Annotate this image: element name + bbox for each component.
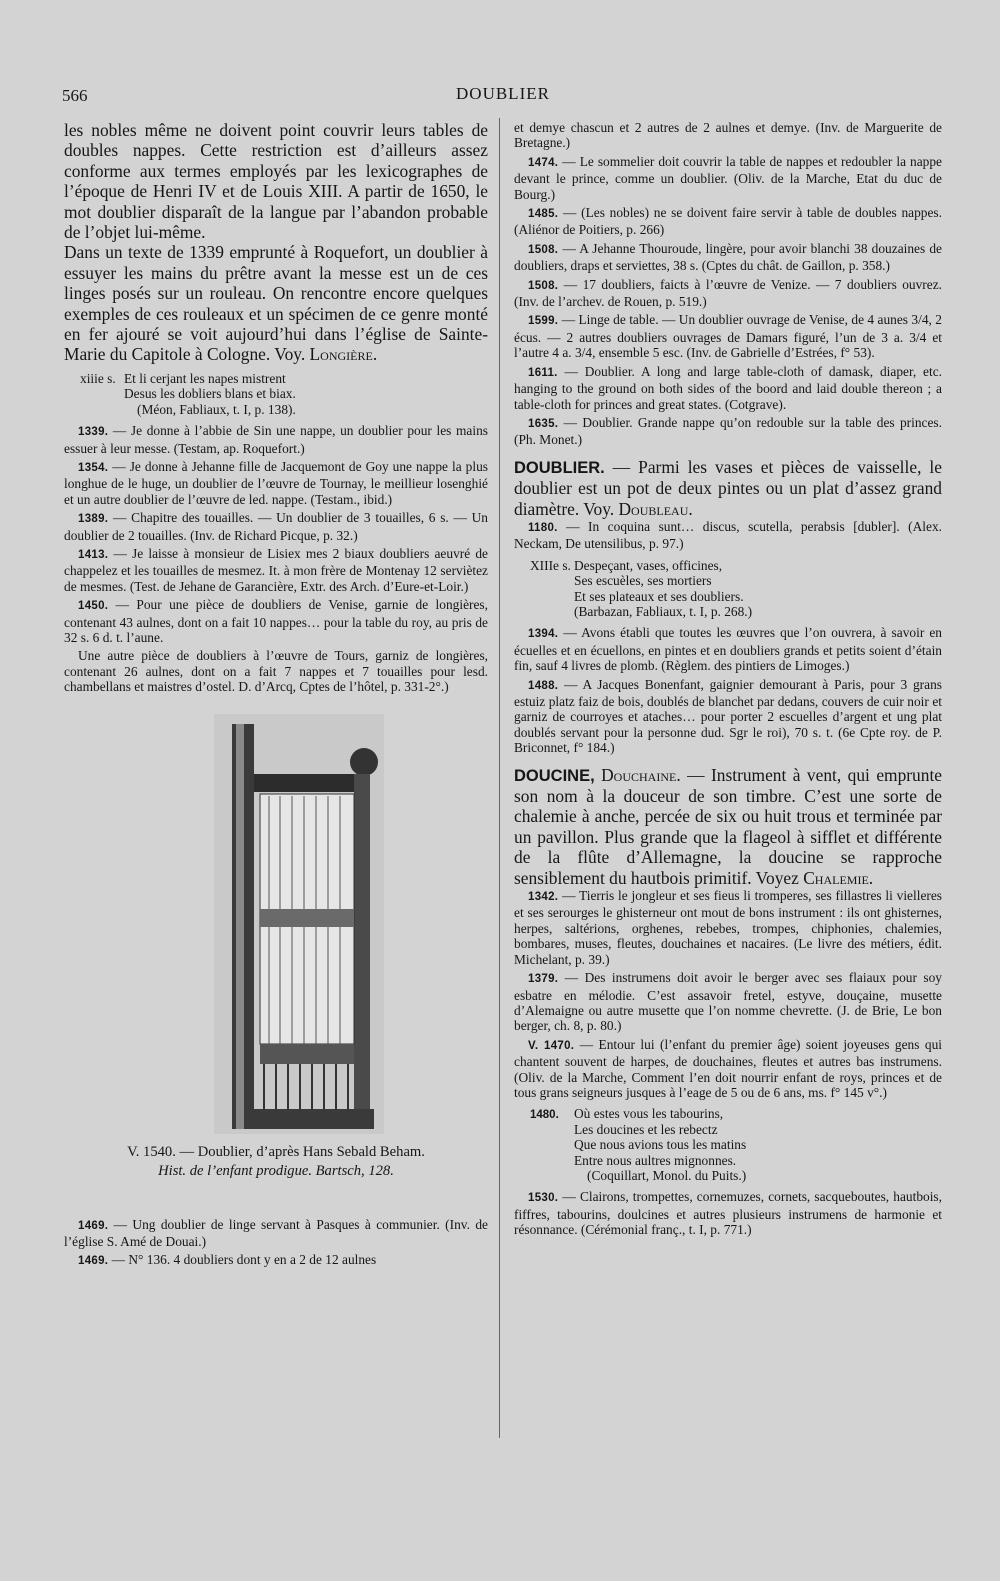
right-column [514,120,942,1241]
entry-list [514,154,942,448]
entry-list [514,625,942,755]
entry-text: — Doublier. A long and large table-cloth of damask, diaper, etc. hanging to the ground on both sides of the boord and laid double thereon ; a table-cloth for princes and great states. (Cotgrave). [514,363,942,412]
verse-line: Entre nous aultres mignonnes. [574,1152,737,1168]
entry-year: 1508. [528,279,559,292]
dated-entry [514,154,942,202]
entry-text: — Je donne à Jehanne fille de Jacquemont de Goy une nappe la plus longhue de le huge, un doublier de l’œuvre de Tournay, le meillieur losenghié et un autre doublier de l’œuvre de led. nappe. (Testam., ibid.) [64,458,488,507]
verse-lines [574,1106,746,1183]
verse-line: Que nous avions tous les matins [574,1137,747,1153]
entry-year: 1530. [528,1192,559,1205]
dated-entry [514,677,942,756]
figure-caption-line: Hist. de l’enfant prodigue. Bartsch, 128. [158,1162,394,1179]
entry-text: — Ung doublier de linge servant à Pasques à communier. (Inv. de l’église S. Amé de Douai.) [64,1216,488,1249]
article-text: — Parmi les vases et pièces de vaisselle, le doublier est un pot de deux pintes ou un plat d’assez grand diamètre. Voy. [514,456,942,519]
entry-list [64,423,488,645]
left-column [64,120,488,1273]
dated-entry [64,1217,488,1250]
paragraph-text: Dans un texte de 1339 emprunté à Roquefort, un doublier à essuyer les mains du prêtre avant la messe est un de ces linges posés sur un rouleau. On rencontre encore quelques exemples de ces rouleaux et un spécimen de ce genre monté en fer ajouré se voit aujourd’hui dans l’église de Sainte-Marie du Capitole à Cologne. Voy. [64,242,488,365]
entry-text: — Clairons, trompettes, cornemuzes, cornets, sacqueboutes, hautbois, fiffres, tabourins, doulcines et autres plusieurs instrumens de harmonie et résonnance. (Cérémonial franç., t. I, p. 771.) [514,1189,942,1238]
headword: DOUCINE, [514,766,595,785]
dated-entry [64,1252,488,1269]
verse-line: Et li cerjant les napes mistrent [124,370,286,386]
entry-text: — Pour une pièce de doubliers de Venise, garnie de longières, contenant 43 aulnes, dont on a fait 10 nappes… pour la table du roy, au pris de 32 s. 6 d. t. l’aune. [64,597,488,645]
verse-source: (Barbazan, Fabliaux, t. I, p. 268.) [574,603,753,619]
entry-year: 1180. [528,521,558,534]
entry-year: 1488. [528,679,559,692]
dated-entry [64,546,488,594]
entry-text: — Je laisse à monsieur de Lisiex mes 2 biaux doubliers aeuvré de chappelez et les touailles de mesmez. It. à mon frère de Montenay 12 serviètez de mesmes. (Test. de Jehane de Garancière, Extr. des Arch. d’Eure-et-Loir.) [64,545,488,594]
entry-text: — Le sommelier doit couvrir la table de nappes et redoubler la nappe devant le prince, comme un doublier. (Oliv. de la Marche, Etat du duc de Bourg.) [514,153,942,202]
entry-year: 1469. [78,1255,109,1268]
entry-year: 1394. [528,628,559,641]
cross-reference: Longière. [309,344,378,365]
cross-reference: Chalemie. [803,867,874,888]
entry-year: 1635. [528,417,559,430]
figure-caption [64,1143,488,1181]
entry-text: — Doublier. Grande nappe qu’on redouble sur la table des princes. (Ph. Monet.) [514,414,942,448]
body-paragraph [64,242,488,364]
entry-text: — Tierris le jongleur et ses fieus li tromperes, ses fillastres li vielleres et ses serourges le ghisterneur ont mout de bons instrument : ils ont ghisternes, herpes, saltérions, orghenes, rebebes, trompes, chiphonies, chalemies, bombares, muses, fleutes, douchaines et nacaires. (Le livre des métiers, édit. Michelant, p. 39.) [514,888,942,967]
dated-entry [514,1037,942,1101]
page-number: 566 [62,86,88,105]
verse-lines [574,558,752,620]
entry-year: 1339. [78,426,109,439]
dated-entry [514,205,942,238]
entry-text: — Linge de table. — Un doublier ouvrage de Venise, de 4 aunes 3/4, 2 écus. — 2 autres doubliers ouvrages de Damars figuré, l’un de 3 a. 3/4 et l’autre 4 a. 3/4, ensemble 5 esc. (Inv. de Gabrielle d’Estrées, f° 53). [514,312,942,361]
dated-entry [514,970,942,1034]
verse-source: (Méon, Fabliaux, t. I, p. 138). [137,401,296,417]
dated-entry [514,312,942,360]
entry-year: 1413. [78,548,109,561]
verse-line: Desus les dobliers blans et biax. [124,386,296,402]
verse-lines [124,371,296,417]
dated-entry [514,625,942,673]
entry-year: 1379. [528,973,559,986]
entry-text: — A Jehanne Thouroude, lingère, pour avoir blanchi 38 douzaines de doubliers, draps et serviettes, 38 s. (Cptes du chât. de Gaillon, p. 358.) [514,240,942,274]
entry-list [64,1217,488,1270]
verse-line: Les doucines et les rebectz [574,1121,718,1137]
entry-text: — Je donne à l’abbie de Sin une nappe, un doublier pour les mains essuer à leur messe. (Testam, ap. Roquefort.) [64,423,488,456]
verse-line: Despeçant, vases, officines, [574,557,723,573]
headword: DOUBLIER. [514,458,605,477]
verse-source: (Coquillart, Monol. du Puits.) [587,1167,747,1183]
dated-entry [514,1189,942,1237]
entry-year: 1469. [78,1219,109,1232]
dated-entry [514,364,942,412]
headword-variant: Douchaine. [601,764,681,785]
dated-entry [514,241,942,274]
entry-text: — (Les nobles) ne se doivent faire servir à table de doubles nappes. (Aliénor de Poitiers, p. 266) [514,205,942,238]
entry-text: — Chapitre des touailles. — Un doublier de 3 touailles, 6 s. — Un doublier de 2 touailles. (Inv. de Richard Picque, p. 32.) [64,510,488,543]
entry-year: 1599. [528,315,559,328]
entry-text: — Avons établi que toutes les œuvres que l’on ouvrera, à savoir en écuelles et en écuellons, en pintes et en doubliers grands et petits soient d’étain fin, sauf 4 livres de plomb. (Règlem. des pintiers de Limoges.) [514,625,943,674]
entry-year: 1342. [528,891,559,904]
verse-quote [514,1106,942,1183]
dated-entry [64,510,488,543]
verse-line: Où estes vous les tabourins, [574,1106,724,1122]
entry-text: — Entour lui (l’enfant du premier âge) soient joyeuses gens qui chantent souvent de harpes, de douchaines, fleutes et autres bas instrumens. (Oliv. de la Marche, Comment l’en doit nourrir enfant de roys, princes et de tous grans seigneurs jusques à l’eage de 5 ou de 6 ans, ms. f° 145 v°.) [514,1036,942,1100]
cross-reference: Doubleau. [618,498,693,519]
entry-list [514,888,942,1100]
dated-entry [64,597,488,645]
doublier-article [514,457,942,519]
verse-line: Ses escuèles, ses mortiers [574,573,712,589]
verse-date: XIIIe s. [530,557,571,573]
entry-continuation: et demye chascun et 2 autres de 2 aulnes et demye. (Inv. de Marguerite de Bretagne.) [514,120,942,151]
verse-quote [514,558,942,620]
entry-year: 1611. [528,366,558,379]
entry-year: V. 1470. [528,1039,575,1052]
entry-year: 1485. [528,208,559,221]
dated-entry [514,415,942,448]
entry-continuation: Une autre pièce de doubliers à l’œuvre de Tours, garniz de longières, contenant 26 aulnes, dont on a fait 7 nappes et 7 touailles pour lesd. chambellans et maistres d’ostel. D. d’Arcq, Cptes de l’hôtel, p. 331-2°.) [64,648,488,695]
dated-entry [64,423,488,456]
article-text: — Instrument à vent, qui emprunte son nom à la douceur de son timbre. C’est une sorte de chalemie à anche, percée de six ou huit trous et terminée par un pavillon. Plus grande que la flageol à sifflet et différente de la flûte d’Allemagne, la doucine se rapproche sensiblement du hautbois primitif. Voyez [514,764,942,888]
verse-date: 1480. [530,1109,559,1122]
verse-quote [64,371,488,417]
figure-caption-line: V. 1540. — Doublier, d’après Hans Sebald Beham. [127,1143,425,1160]
running-head: DOUBLIER [456,84,550,103]
doucine-article [514,765,942,888]
entry-year: 1508. [528,243,559,256]
entry-year: 1450. [78,600,109,613]
column-divider [499,118,500,1438]
dated-entry [514,888,942,967]
entry-year: 1474. [528,156,559,169]
verse-line: Et ses plateaux et ses doubliers. [574,588,744,604]
entry-text: — 17 doubliers, faicts à l’œuvre de Venize. — 7 doubliers ouvrez. (Inv. de l’archev. de Rouen, p. 519.) [514,276,943,310]
dated-entry [514,277,942,310]
dated-entry [64,459,488,507]
entry-year: 1354. [78,461,109,474]
dated-entry [514,519,942,552]
entry-text: — In coquina sunt… discus, scutella, perabsis [dubler]. (Alex. Neckam, De utensilibus, p. 97.) [514,518,942,552]
verse-date: xiiie s. [80,370,116,386]
entry-text: — A Jacques Bonenfant, gaignier demourant à Paris, pour 3 grans estuiz platz faiz de bois, doublés de blanchet par dedans, couvers de cuir noir et garniz de courroyes et ataches… pour porter 2 escuelles d’argent et ung plat doublés servant pour la personne dud. Sgr le roi), 70 s. t. (6e Cpte roy. de P. Briconnet, f° 184.) [514,676,942,756]
entry-text: — N° 136. 4 doubliers dont y en a 2 de 12 aulnes [111,1252,377,1268]
entry-year: 1389. [78,513,109,526]
doublier-engraving-image [214,714,384,1134]
intro-paragraph: les nobles même ne doivent point couvrir leurs tables de doubles nappes. Cette restriction est d’ailleurs assez conforme aux termes employés par les lexicographes de l’époque de Henri IV et de Louis XIII. A partir de 1650, le mot doublier disparaît de la langue par l’abandon probable de l’objet lui-même. [64,120,488,243]
entry-text: — Des instrumens doit avoir le berger avec ses flaiaux pour soy esbatre en mélodie. C’est assavoir fretel, estyve, douçaine, musette d’Alemaigne ou autre musette que l’on nomme chevrette. (J. de Brie, Le bon berger, ch. 8, p. 80.) [514,970,942,1034]
